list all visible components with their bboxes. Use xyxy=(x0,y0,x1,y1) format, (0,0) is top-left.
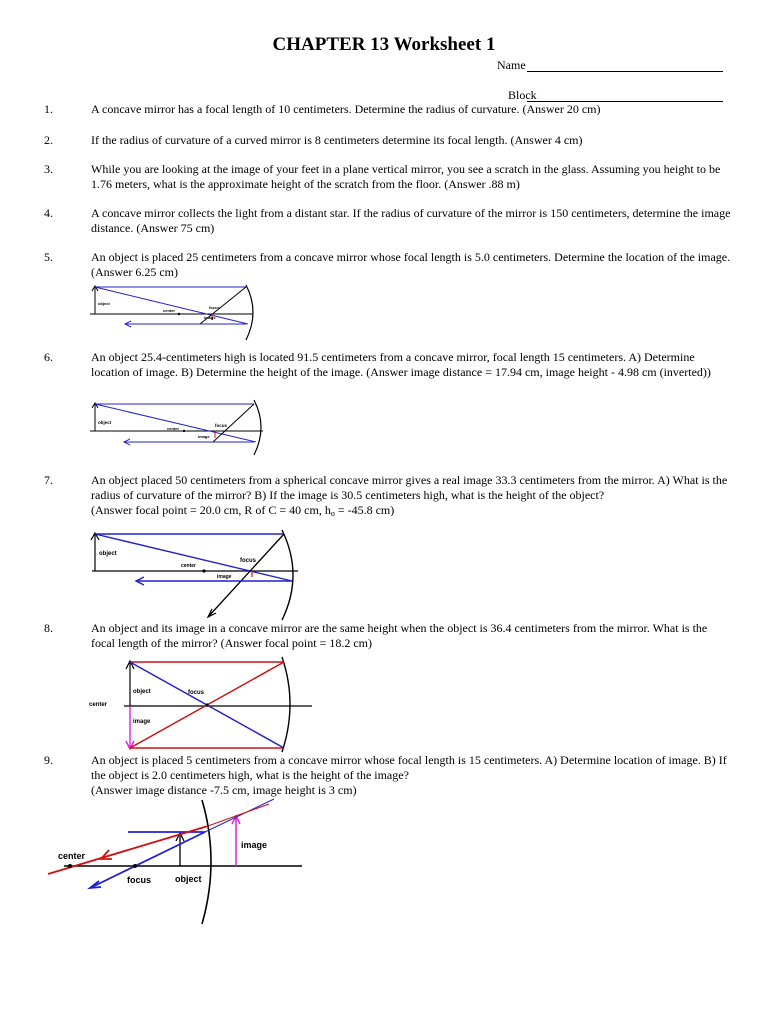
question-text: An object and its image in a concave mirror are the same height when the object is 36.4 centimeters from the mirror. What is the focal length of the mirror? (Answer focal point = 18.2 cm) xyxy=(91,621,708,650)
label-focus: focus xyxy=(127,875,152,885)
label-focus: focus xyxy=(209,305,220,310)
mirror xyxy=(254,400,261,455)
question-text: An object 25.4-centimeters high is located 91.5 centimeters from a concave mirror, focal length 15 centimeters. A) Determine location of image. B) Determine the height of the image. (Answer image distance = 17.94 cm, image height - 4.98 cm (inverted)) xyxy=(91,350,711,379)
label-focus: focus xyxy=(188,690,205,696)
question-text: An object placed 50 centimeters from a spherical concave mirror gives a real image 33.3 centimeters from the mirror. A) What is the radius of curvature of the mirror? B) If the image is 30.5 centimeters high, what is the height of the object? xyxy=(91,473,728,502)
answer-post: = -45.8 cm) xyxy=(334,503,395,517)
label-object: object xyxy=(133,689,151,695)
question-number: 7. xyxy=(44,473,53,487)
name-field[interactable] xyxy=(497,58,526,73)
label-image: image xyxy=(204,315,216,320)
question-number: 9. xyxy=(44,753,53,767)
label-object: object xyxy=(98,420,112,425)
ray-diagram-7 xyxy=(88,527,308,622)
ray-diagram-8 xyxy=(86,654,316,754)
label-object: object xyxy=(99,551,117,557)
label-image: image xyxy=(198,434,210,439)
question-number: 8. xyxy=(44,621,53,635)
question-number: 4. xyxy=(44,206,53,220)
answer-pre: (Answer focal point = 20.0 cm, R of C = 40 cm, h xyxy=(91,503,331,517)
block-label: Block xyxy=(508,88,537,102)
label-center: center xyxy=(181,563,197,569)
mirror xyxy=(282,657,290,752)
mirror xyxy=(246,285,253,340)
question-number: 1. xyxy=(44,102,53,116)
answer-text: (Answer image distance -7.5 cm, image height is 3 cm) xyxy=(91,783,357,797)
ray-diagram-9 xyxy=(44,796,314,926)
question-text: An object is placed 5 centimeters from a concave mirror whose focal length is 15 centimeters. A) Determine location of image. B) If the object is 2.0 centimeters high, what is the height of the image? xyxy=(91,753,727,782)
name-line[interactable] xyxy=(527,71,723,72)
question-text: While you are looking at the image of your feet in a plane vertical mirror, you see a scratch in the glass. Assuming you height to be 1.76 meters, what is the approximate height of the scratch from the floor. (Answer .88 m) xyxy=(91,162,721,191)
question-text: A concave mirror has a focal length of 10 centimeters. Determine the radius of curvature. (Answer 20 cm) xyxy=(91,102,601,116)
label-focus: focus xyxy=(215,423,228,428)
page-title: CHAPTER 13 Worksheet 1 xyxy=(272,34,496,55)
label-object: object xyxy=(98,301,110,306)
answer-subscript: o xyxy=(330,509,335,518)
label-center: center xyxy=(167,426,180,431)
question-number: 2. xyxy=(44,133,53,147)
question-number: 3. xyxy=(44,162,53,176)
ray-diagram-5 xyxy=(88,282,268,342)
question-text: A concave mirror collects the light from a distant star. If the radius of curvature of the mirror is 150 centimeters, determine the image distance. (Answer 75 cm) xyxy=(91,206,731,235)
question-number: 6. xyxy=(44,350,53,364)
label-focus: focus xyxy=(240,558,257,564)
ray-diagram-6 xyxy=(88,397,268,457)
question-text: If the radius of curvature of a curved mirror is 8 centimeters determine its focal length. (Answer 4 cm) xyxy=(91,133,583,147)
question-number: 5. xyxy=(44,250,53,264)
mirror xyxy=(282,530,293,620)
label-image: image xyxy=(241,840,268,850)
name-label: Name xyxy=(497,58,526,72)
label-object: object xyxy=(175,874,202,884)
mirror xyxy=(202,800,211,924)
label-center: center xyxy=(58,851,86,861)
question-text: An object is placed 25 centimeters from a concave mirror whose focal length is 5.0 centimeters. Determine the location of the image. (Answer 6.25 cm) xyxy=(91,250,731,279)
label-center: center xyxy=(163,308,176,313)
block-field[interactable] xyxy=(508,88,537,103)
label-image: image xyxy=(133,719,151,725)
label-center: center xyxy=(89,702,108,708)
label-image: image xyxy=(217,574,232,580)
